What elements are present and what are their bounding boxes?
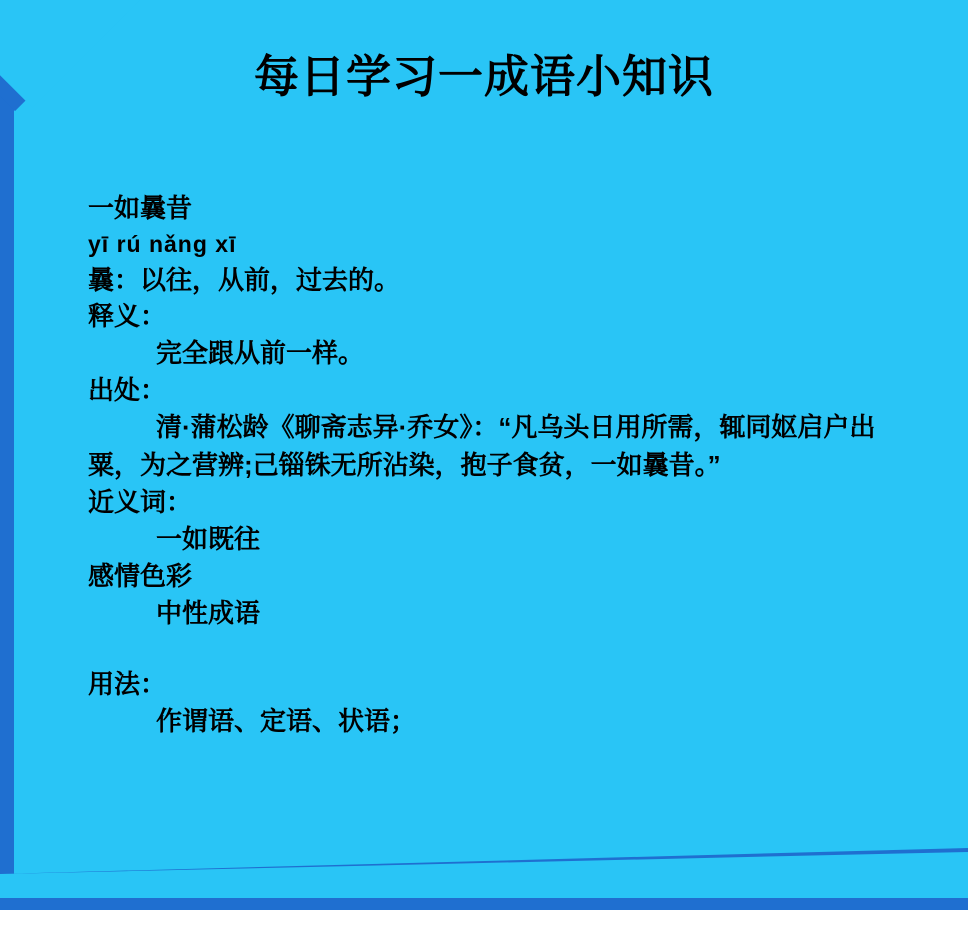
section-label-emotion: 感情色彩 [88, 561, 193, 591]
idiom-pinyin: yī rú nǎng xī [88, 231, 237, 257]
bottom-band-inner [0, 852, 968, 898]
section-label-source: 出处： [88, 375, 167, 405]
page-title: 每日学习一成语小知识 [253, 51, 714, 102]
left-edge-inner-stripe [14, 0, 40, 910]
section-text-synonym: 一如既往 [156, 524, 261, 554]
section-text-usage: 作谓语、定语、状语； [156, 706, 417, 736]
section-text-definition: 完全跟从前一样。 [156, 338, 365, 368]
idiom-heading: 一如曩昔 [88, 193, 193, 223]
section-spacer [88, 632, 888, 666]
character-gloss: 曩：以往，从前，过去的。 [88, 265, 401, 295]
content-body [88, 190, 888, 740]
section-text-emotion: 中性成语 [156, 598, 261, 628]
section-label-synonym: 近义词： [88, 487, 193, 517]
left-edge-stripe [0, 0, 14, 910]
section-text-source: 清·蒲松龄《聊斋志异·乔女》：“凡乌头日用所需，辄同妪启户出粟，为之营辨;己锱铢无所沾染，抱子食贫，一如曩昔。” [88, 412, 876, 480]
section-label-definition: 释义： [88, 301, 167, 331]
section-label-usage: 用法： [88, 669, 167, 699]
